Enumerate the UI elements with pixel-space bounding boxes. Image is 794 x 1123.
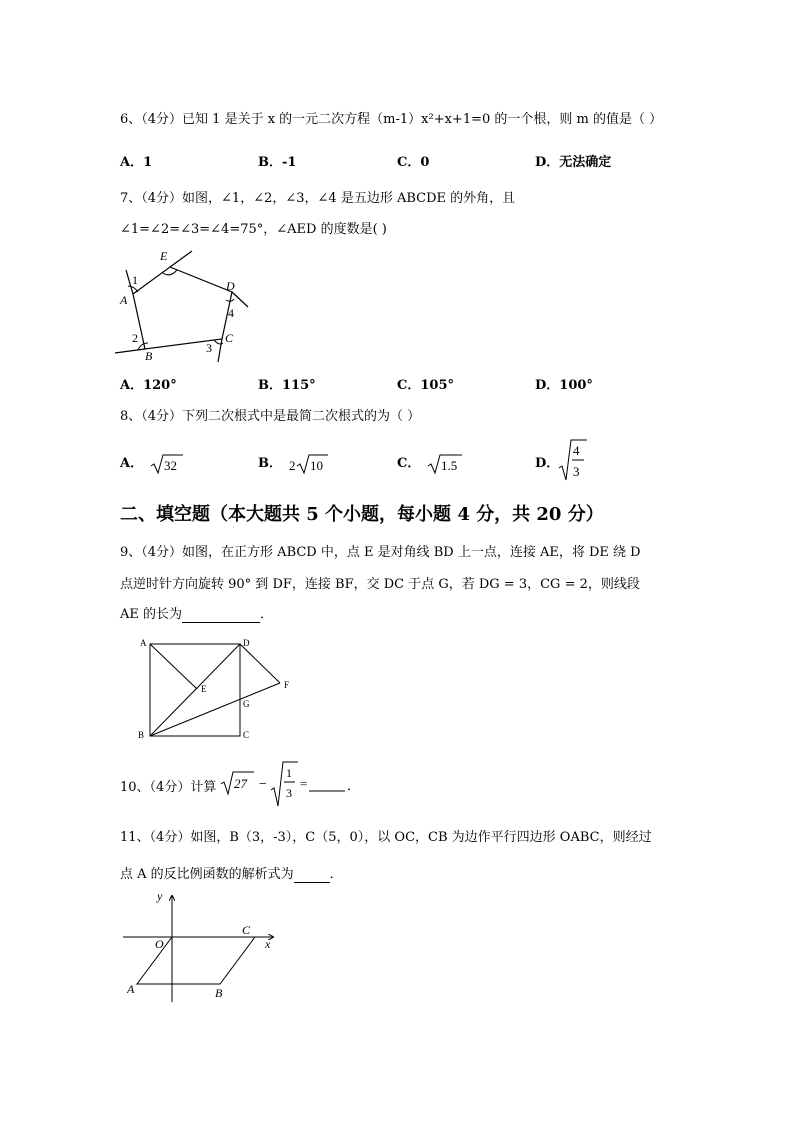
q7-stem-line2: ∠1=∠2=∠3=∠4=75°，∠AED 的度数是( ) [120,222,387,237]
q8-option-a-letter: A． [120,456,144,471]
q6-stem: 6、（4分）已知 1 是关于 x 的一元二次方程（m-1）x²+x+1=0 的一个根，则 m 的值是（ ） [120,112,663,127]
q8-option-a [120,452,184,475]
q7-option-d: D．100° [535,378,593,393]
sq-label-g: G [243,699,250,709]
angle-3-label: 3 [206,341,212,355]
label-e: E [160,249,168,263]
radicand-10: 10 [309,457,323,473]
fraction-denominator-3: 3 [573,464,580,479]
q6-option-b: B．-1 [258,155,297,170]
q11-line2-end: ． [329,867,343,882]
q9-line3 [120,603,273,623]
sq-label-f: F [284,680,290,690]
q9-answer-blank [182,607,260,623]
origin-label: O [155,937,164,951]
fraction-numerator-4: 4 [573,443,580,458]
q7-option-c: C．105° [397,378,454,393]
parallelogram-figure [115,890,285,1005]
q8-stem: 8、（4分）下列二次根式中是最简二次根式的为（ ） [120,409,421,424]
sq-label-a: A [140,638,147,648]
q8-option-b [258,452,329,475]
q7-option-a: A．120° [120,378,177,393]
radicand-1-5: 1.5 [440,457,458,473]
q6-option-a: A．1 [120,155,153,170]
q10-denominator: 3 [286,786,292,800]
q10-end: ． [347,778,361,793]
q10-prefix: 10、（4分）计算 [120,780,217,795]
sq-label-e: E [201,684,207,694]
q10-numerator: 1 [286,766,292,780]
point-b-label: B [215,986,223,1000]
q6-option-c: C．0 [397,155,430,170]
2sqrt-10 [289,453,329,475]
q11-line2 [120,863,343,883]
q8-option-b-letter: B． [258,456,282,471]
q7-option-b: B．115° [258,378,316,393]
angle-4-label: 4 [228,306,234,320]
q8-option-c-letter: C． [397,456,421,471]
q8-option-d-letter: D． [535,456,560,471]
q11-line1: 11、（4分）如图，B（3，-3），C（5，0），以 OC，CB 为边作平行四边形 OABC，则经过 [120,830,652,845]
q8-option-d [535,452,559,471]
axis-x-label: x [265,937,271,951]
label-a: A [120,293,128,307]
q8-option-c [397,452,463,475]
sq-label-c: C [243,730,250,740]
q7-stem-line1: 7、（4分）如图，∠1，∠2，∠3，∠4 是五边形 ABCDE 的外角，且 [120,191,516,206]
section-title: 二、填空题（本大题共 5 个小题，每小题 4 分，共 20 分） [120,504,604,525]
q10-radicand-27: 27 [234,776,247,791]
q10-expression [220,760,361,808]
q10-equals: = [300,776,308,791]
sq-label-b: B [138,730,145,740]
point-c-label: C [242,923,251,937]
point-a-label: A [127,982,135,996]
sq-label-d: D [243,638,250,648]
q9-line3-end: ． [260,607,274,622]
q10-minus: − [259,777,267,792]
q9-line3-text: AE 的长为 [120,607,183,622]
sqrt-4-over-3 [558,438,588,482]
q11-line2-text: 点 A 的反比例函数的解析式为 [120,867,294,882]
angle-2-label: 2 [132,331,138,345]
pentagon-figure [110,242,260,367]
sqrt-32 [150,453,184,475]
label-b: B [145,349,153,363]
q6-option-d: D．无法确定 [535,155,612,170]
label-c: C [225,331,234,345]
sqrt-1-5 [427,453,463,475]
square-figure [130,632,300,744]
q9-line1: 9、（4分）如图，在正方形 ABCD 中，点 E 是对角线 BD 上一点，连接 AE，将 DE 绕 D [120,545,641,560]
angle-1-label: 1 [132,273,138,287]
coef-2: 2 [288,457,296,473]
q9-line2: 点逆时针方向旋转 90° 到 DF，连接 BF，交 DC 于点 G，若 DG = 3，CG = 2，则线段 [120,577,640,592]
q11-answer-blank [294,867,330,883]
radicand-32: 32 [163,457,177,473]
axis-y-label: y [157,889,163,903]
label-d: D [226,279,235,293]
